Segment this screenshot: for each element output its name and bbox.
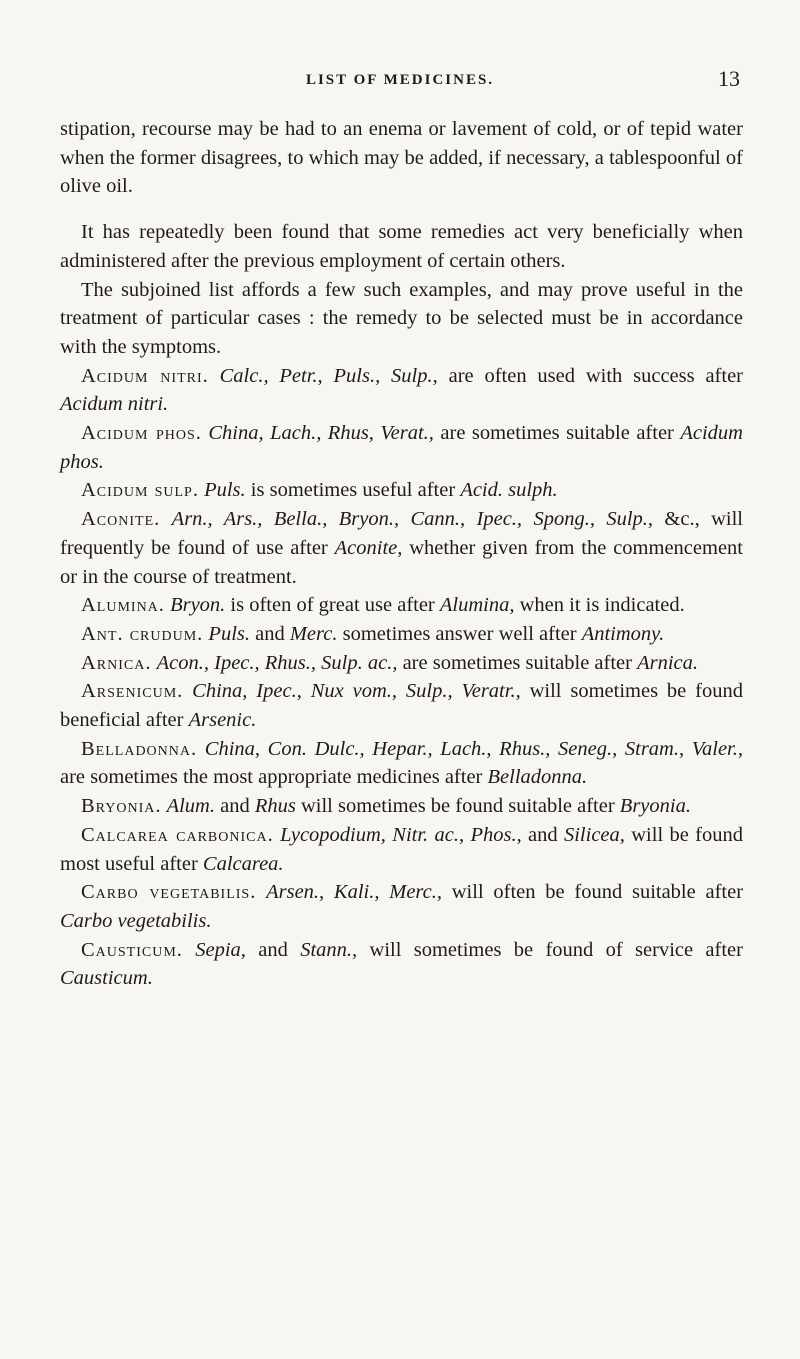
remedy-name: China, Ipec., Nux vom., Sulp., Veratr., bbox=[192, 680, 521, 703]
remedy-name: Arsen., Kali., Merc., bbox=[266, 881, 442, 904]
remedy-name: Alum. bbox=[166, 795, 215, 818]
text-run bbox=[183, 939, 195, 961]
text-run: are sometimes the most appropriate medicines after bbox=[60, 766, 488, 789]
paragraph bbox=[60, 505, 743, 591]
medicine-heading: Acidum nitri. bbox=[81, 364, 209, 387]
paragraph bbox=[60, 792, 743, 821]
remedy-name: Alumina, bbox=[439, 594, 515, 617]
remedy-name: Sepia, bbox=[195, 938, 246, 961]
running-head: LIST OF MEDICINES. bbox=[305, 72, 495, 88]
remedy-name: Acidum phos. bbox=[60, 422, 743, 473]
remedy-name: Belladonna. bbox=[487, 766, 588, 789]
medicine-heading: Alumina. bbox=[81, 594, 165, 617]
remedy-name: Arn., Ars., Bella., Bryon., Cann., Ipec., Spong., Sulp., bbox=[171, 508, 654, 531]
paragraph bbox=[60, 362, 743, 419]
remedy-name: Calc., Petr., Puls., Sulp., bbox=[219, 364, 438, 387]
medicine-heading: Ant. crudum. bbox=[81, 622, 204, 645]
paragraph bbox=[60, 649, 743, 678]
paragraph bbox=[60, 276, 743, 362]
text-run: It has repeatedly been found that some remedies act very beneficially when administered after the previous employment of certain others. bbox=[60, 221, 743, 272]
text-run: when it is indicated. bbox=[514, 594, 685, 617]
remedy-name: China, Con. Dulc., Hepar., Lach., Rhus., Seneg., Stram., Valer., bbox=[204, 737, 743, 760]
remedy-name: Lycopodium, Nitr. ac., Phos., bbox=[280, 823, 522, 846]
text-run: is often of great use after bbox=[225, 594, 440, 617]
remedy-name: Causticum. bbox=[60, 967, 153, 990]
medicine-heading: Acidum sulp. bbox=[81, 479, 199, 502]
text-run: and bbox=[521, 823, 564, 846]
remedy-name: Aconite, bbox=[334, 536, 403, 559]
remedy-name: Bryon. bbox=[170, 594, 226, 617]
remedy-name: Carbo vegetabilis. bbox=[60, 909, 212, 932]
text-run: sometimes answer well after bbox=[337, 622, 582, 645]
paragraph bbox=[60, 936, 743, 993]
page-header bbox=[60, 66, 740, 102]
medicine-heading: Causticum. bbox=[81, 938, 183, 961]
medicine-heading: Carbo vegetabilis. bbox=[81, 881, 257, 904]
text-run: will often be found suitable after bbox=[442, 881, 744, 904]
text-run: will sometimes be found of service after bbox=[357, 938, 743, 961]
medicine-heading: Bryonia. bbox=[81, 795, 162, 818]
text-run bbox=[256, 881, 266, 903]
text-run: will sometimes be found suitable after bbox=[295, 795, 620, 818]
remedy-name: China, Lach., Rhus, Verat., bbox=[208, 422, 434, 445]
remedy-name: Bryonia. bbox=[619, 795, 691, 818]
remedy-name: Arnica. bbox=[637, 651, 699, 674]
text-run bbox=[209, 365, 220, 387]
paragraph bbox=[60, 591, 743, 620]
text-run: The subjoined list affords a few such examples, and may prove useful in the treatment of particular cases : the remedy to be selected must be in accordance with the symptoms. bbox=[60, 278, 743, 358]
paragraph bbox=[60, 735, 743, 792]
paragraph bbox=[60, 419, 743, 476]
text-run: is sometimes useful after bbox=[245, 479, 461, 502]
medicine-heading: Arsenicum. bbox=[81, 680, 184, 703]
remedy-name: Silicea, bbox=[563, 823, 625, 846]
remedy-name: Antimony. bbox=[581, 622, 665, 645]
page-number: 13 bbox=[718, 66, 740, 91]
text-run: will be found most useful after bbox=[60, 823, 743, 875]
remedy-name: Puls. bbox=[208, 622, 250, 645]
text-run: and bbox=[215, 795, 255, 818]
text-run bbox=[183, 680, 192, 702]
remedy-name: Stann., bbox=[300, 938, 358, 961]
text-run: and bbox=[250, 622, 290, 645]
medicine-heading: Aconite. bbox=[81, 508, 161, 531]
remedy-name: Arsenic. bbox=[188, 709, 257, 732]
text-run: whether given from the commencement or in the course of treatment. bbox=[60, 536, 743, 588]
text-run: will sometimes be found beneficial after bbox=[60, 680, 743, 732]
remedy-name: Merc. bbox=[289, 622, 338, 645]
text-run: &c., will frequently be found of use after bbox=[60, 508, 744, 559]
text-run: stipation, recourse may be had to an enema or lavement of cold, or of tepid water when the former disagrees, to which may be added, if necessary, a tablespoonful of olive oil. bbox=[60, 118, 743, 198]
text-run bbox=[197, 738, 205, 760]
text-run: are sometimes suitable after bbox=[397, 651, 638, 674]
remedy-name: Acon., Ipec., Rhus., Sulp. ac., bbox=[156, 651, 398, 674]
text-run: and bbox=[245, 938, 301, 961]
paragraph bbox=[60, 115, 743, 201]
body-text bbox=[60, 115, 743, 993]
remedy-name: Calcarea. bbox=[202, 852, 284, 875]
text-run: are sometimes suitable after bbox=[433, 422, 681, 445]
text-run bbox=[160, 508, 171, 530]
medicine-heading: Arnica. bbox=[81, 651, 152, 674]
text-run: are often used with success after bbox=[437, 364, 743, 387]
medicine-heading: Calcarea carbonica. bbox=[81, 823, 274, 846]
paragraph bbox=[60, 218, 743, 275]
paragraph bbox=[60, 677, 743, 734]
paragraph bbox=[60, 821, 743, 878]
remedy-name: Acidum nitri. bbox=[60, 393, 169, 416]
remedy-name: Rhus bbox=[254, 795, 296, 818]
paragraph bbox=[60, 878, 743, 935]
paragraph bbox=[60, 476, 743, 505]
remedy-name: Puls. bbox=[204, 479, 246, 502]
medicine-heading: Acidum phos. bbox=[81, 422, 202, 445]
medicine-heading: Belladonna. bbox=[81, 737, 198, 760]
remedy-name: Acid. sulph. bbox=[460, 479, 558, 502]
paragraph bbox=[60, 620, 743, 649]
